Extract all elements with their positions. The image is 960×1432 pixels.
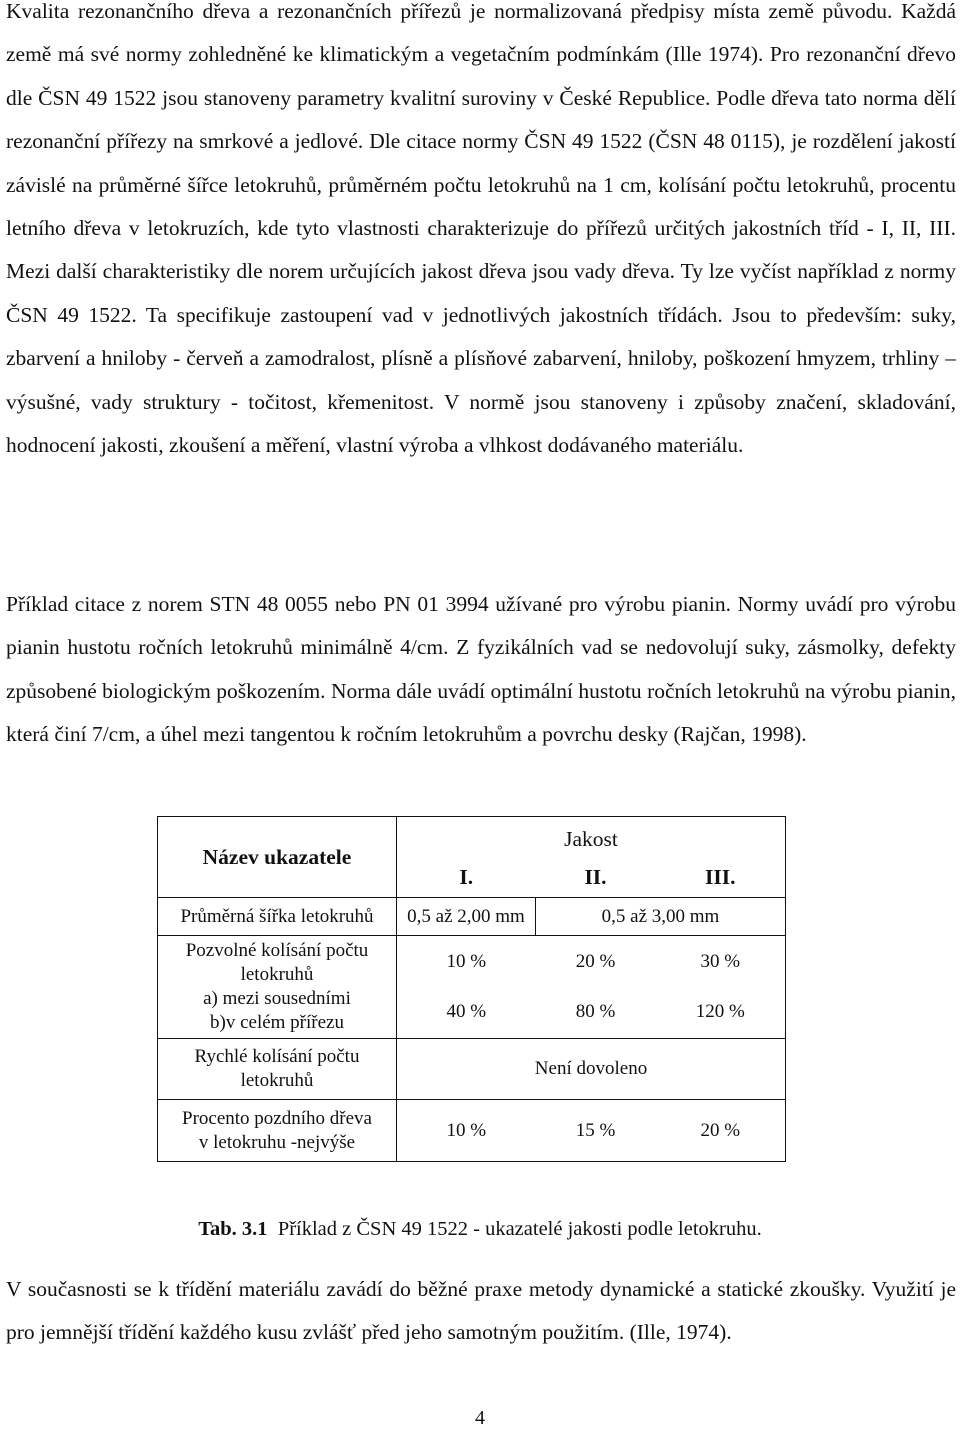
paragraph-citation-example: Příklad citace z norem STN 48 0055 nebo PN 01 3994 užívané pro výrobu pianin. Normy uvádí pro výrobu pianin hustotu ročních letokruhů minimálně 4/cm. Z fyzikálních vad se nedovolují suky, zásmolky, defekty způsobené biologickým poškozením. Norma dále uvádí optimální hustotu ročních letokruhů na výrobu pianin, která činí 7/cm, a úhel mezi tangentou k ročním letokruhům a povrchu desky (Rajčan, 1998). <box>6 592 956 747</box>
cell-gradual-grade-2 <box>536 936 656 1039</box>
page-number: 4 <box>475 1407 485 1429</box>
paragraph-dynamic-testing: V současnosti se k třídění materiálu zavádí do běžné praxe metody dynamické a statické zkoušky. Využití je pro jemnější třídění každého kusu zvlášť před jeho samotným použitím. (Ille, 1974). <box>6 1277 956 1345</box>
header-grade-3: III. <box>656 857 786 898</box>
row-label-latewood <box>158 1100 397 1162</box>
row-label-gradual-fluctuation <box>158 936 397 1039</box>
row-label-rapid-fluctuation <box>158 1039 397 1100</box>
header-quality-group: Jakost <box>397 817 786 857</box>
cell-latewood-grade-1: 10 % <box>397 1100 536 1162</box>
cell-gradual-grade-3 <box>656 936 786 1039</box>
table-caption <box>0 1218 960 1241</box>
paragraph-quality-norms: Kvalita rezonančního dřeva a rezonančních přířezů je normalizovaná předpisy místa země původu. Každá země má své normy zohledněné ke klimatickým a vegetačním podmínkám (Ille 1974). Pro rezonanční dřevo dle ČSN 49 1522 jsou stanoveny parametry kvalitní suroviny v České Republice. Podle dřeva tato norma dělí rezonanční přířezy na smrkové a jedlové. Dle citace normy ČSN 49 1522 (ČSN 48 0115), je rozdělení jakostí závislé na průměrné šířce letokruhů, průměrném počtu letokruhů na 1 cm, kolísání počtu letokruhů, procentu letního dřeva v letokruzích, kde tyto vlastnosti charakterizuje do přířezů určitých jakostních tříd - I, II, III. Mezi další charakteristiky dle norem určujících jakost dřeva jsou vady dřeva. Ty lze vyčíst například z normy ČSN 49 1522. Ta specifikuje zastoupení vad v jednotlivých jakostních třídách. Jsou to především: suky, zbarvení a hniloby - červeň a zamodralost, plísně a plísňové zabarvení, hniloby, poškození hmyzem, trhliny – výsušné, vady struktury - točitost, křemenitost. V normě jsou stanoveny i způsoby značení, skladování, hodnocení jakosti, zkoušení a měření, vlastní výroba a vlhkost dodávaného materiálu. <box>6 0 956 458</box>
value-whole: 80 % <box>575 1001 616 1022</box>
label-line: Pozvolné kolísání počtu <box>185 940 369 961</box>
cell-latewood-grade-2: 15 % <box>536 1100 656 1162</box>
label-line: Procento pozdního dřeva <box>182 1107 372 1129</box>
value-adjacent: 30 % <box>700 951 741 972</box>
header-indicator-name: Název ukazatele <box>158 817 397 898</box>
cell-gradual-grade-1 <box>397 936 536 1039</box>
label-line: letokruhů <box>240 964 314 985</box>
label-line: letokruhů <box>240 1070 314 1091</box>
header-grade-1: I. <box>397 857 536 898</box>
label-line: v letokruhu -nejvýše <box>198 1131 356 1153</box>
caption-text: Příklad z ČSN 49 1522 - ukazatelé jakosti podle letokruhu. <box>277 1218 762 1240</box>
label-line: a) mezi sousedními <box>203 988 351 1009</box>
cell-width-grade-1: 0,5 až 2,00 mm <box>397 898 536 936</box>
quality-indicator-table <box>157 816 786 1162</box>
value-adjacent: 10 % <box>446 951 487 972</box>
value-whole: 40 % <box>446 1001 487 1022</box>
label-line: Rychlé kolísání počtu <box>194 1046 360 1067</box>
row-label-width: Průměrná šířka letokruhů <box>158 898 397 936</box>
header-grade-2: II. <box>536 857 656 898</box>
value-whole: 120 % <box>695 1001 745 1022</box>
caption-label: Tab. 3.1 <box>198 1218 268 1240</box>
cell-latewood-grade-3: 20 % <box>656 1100 786 1162</box>
cell-rapid-not-allowed: Není dovoleno <box>397 1039 786 1100</box>
value-adjacent: 20 % <box>575 951 616 972</box>
cell-width-grade-2-3: 0,5 až 3,00 mm <box>536 898 786 936</box>
label-line: b)v celém přířezu <box>210 1012 344 1033</box>
